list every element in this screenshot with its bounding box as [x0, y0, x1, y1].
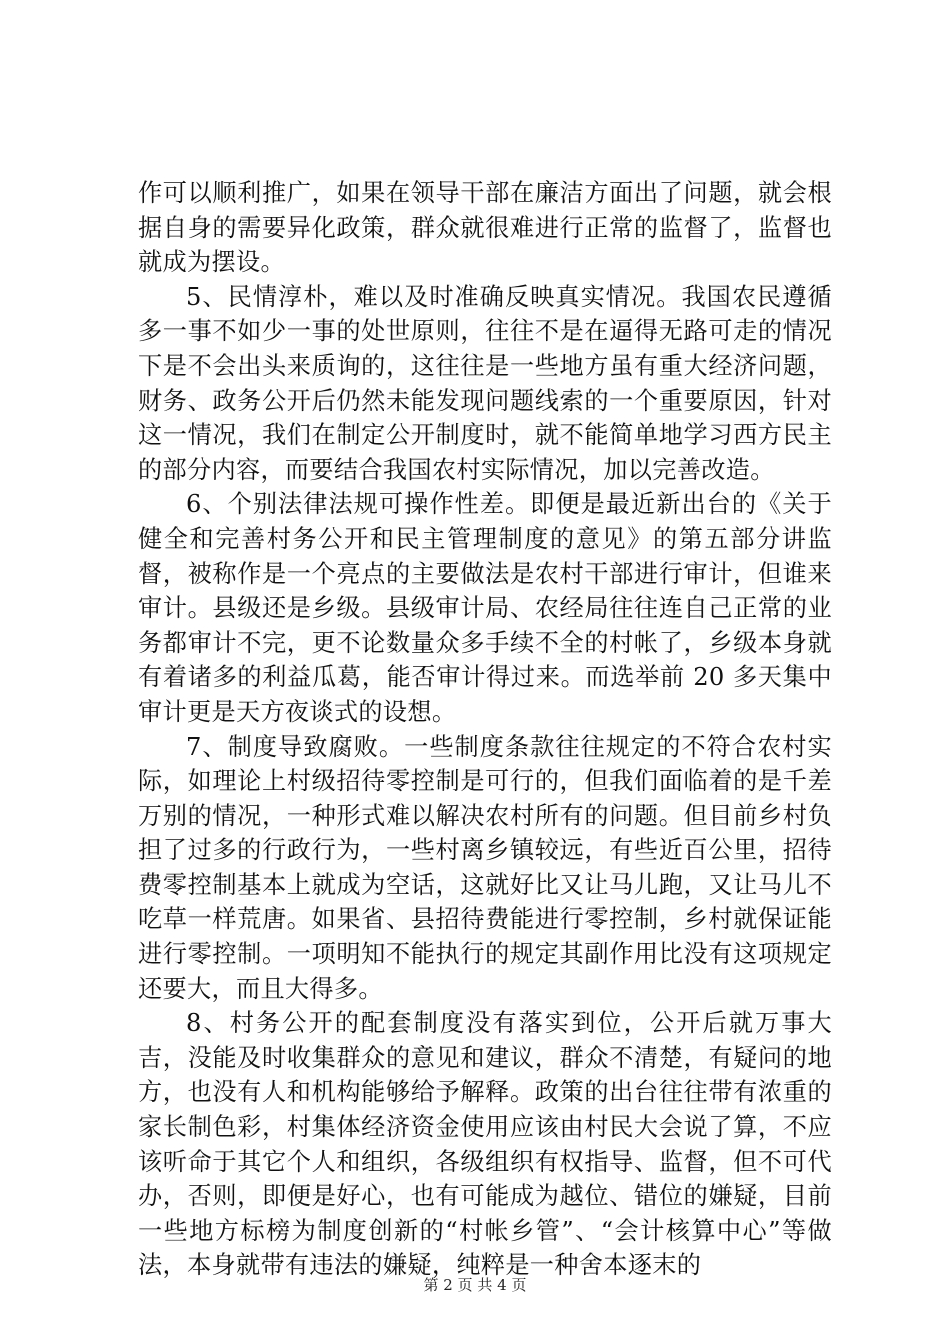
paragraph-item-7: 7、制度导致腐败。一些制度条款往往规定的不符合农村实际，如理论上村级招待零控制是可行的，但我们面临着的是千差万别的情况，一种形式难以解决农村所有的问题。但目前乡村负担了过多的行政行为，一些村离乡镇较远，有些近百公里，招待费零控制基本上就成为空话，这就好比又让马儿跑，又让马儿不吃草一样荒唐。如果省、县招待费能进行零控制，乡村就保证能进行零控制。一项明知不能执行的规定其副作用比没有这项规定还要大，而且大得多。	[138, 732, 832, 1003]
paragraph-item-5: 5、民情淳朴，难以及时准确反映真实情况。我国农民遵循多一事不如少一事的处世原则，往往不是在逼得无路可走的情况下是不会出头来质询的，这往往是一些地方虽有重大经济问题，财务、政务公开后仍然未能发现问题线索的一个重要原因，针对这一情况，我们在制定公开制度时，就不能简单地学习西方民主的部分内容，而要结合我国农村实际情况，加以完善改造。	[138, 282, 832, 484]
paragraph-item-8: 8、村务公开的配套制度没有落实到位，公开后就万事大吉，没能及时收集群众的意见和建议，群众不清楚，有疑问的地方，也没有人和机构能够给予解释。政策的出台往往带有浓重的家长制色彩，村集体经济资金使用应该由村民大会说了算，不应该听命于其它个人和组织，各级组织有权指导、监督，但不可代办，否则，即便是好心，也有可能成为越位、错位的嫌疑，目前一些地方标榜为制度创新的“村帐乡管”、“会计核算中心”等做法，本身就带有违法的嫌疑，纯粹是一种舍本逐末的	[138, 1009, 832, 1280]
paragraph-continuation: 作可以顺利推广，如果在领导干部在廉洁方面出了问题，就会根据自身的需要异化政策，群众就很难进行正常的监督了，监督也就成为摆设。	[138, 179, 832, 277]
paragraph-item-6: 6、个别法律法规可操作性差。即便是最近新出台的《关于健全和完善村务公开和民主管理制度的意见》的第五部分讲监督，被称作是一个亮点的主要做法是农村干部进行审计，但谁来审计。县级还是乡级。县级审计局、农经局往往连自己正常的业务都审计不完，更不论数量众多手续不全的村帐了，乡级本身就有着诸多的利益瓜葛，能否审计得过来。而选举前 20 多天集中审计更是天方夜谈式的设想。	[138, 490, 832, 726]
page-number-footer: 第 2 页 共 4 页	[423, 1276, 527, 1294]
document-body	[138, 176, 832, 1283]
